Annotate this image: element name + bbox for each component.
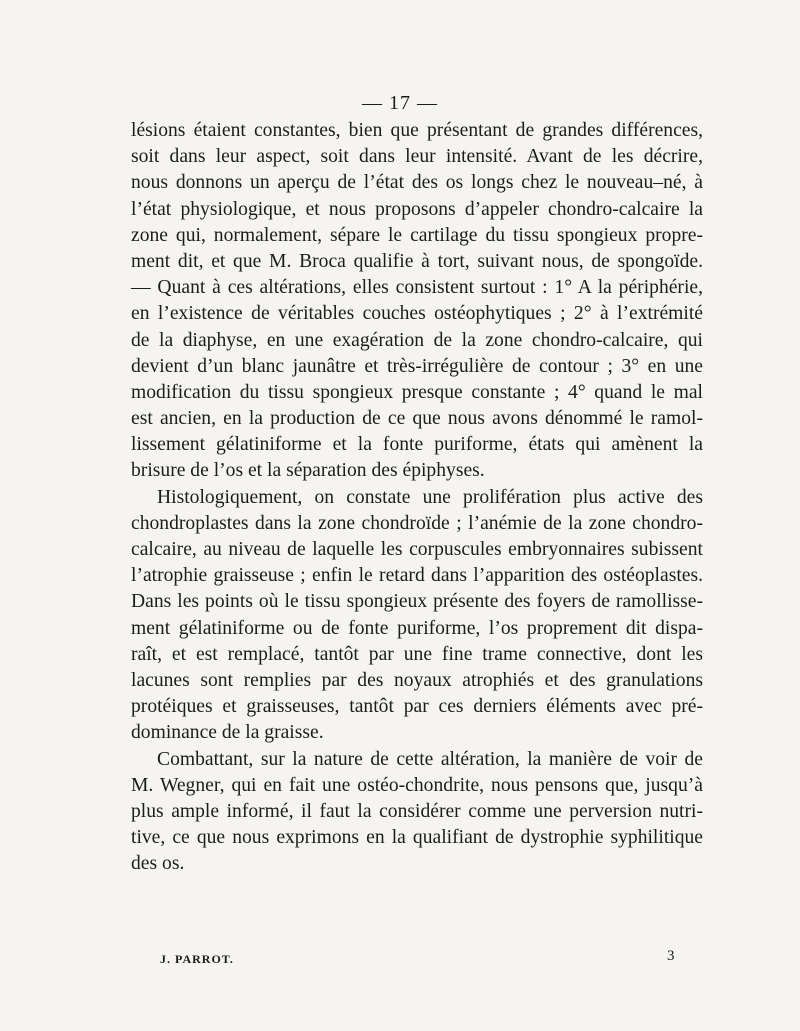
text-line: raît, et est remplacé, tantôt par une fine trame connective, dont les	[131, 643, 703, 665]
body-text	[131, 118, 703, 877]
footer-signature: 3	[667, 948, 675, 964]
text-line: en l’existence de véritables couches ostéophytiques ; 2° à l’extrémité	[131, 303, 703, 325]
text-line: ment dit, et que M. Broca qualifie à tort, suivant nous, de spongoïde.	[131, 250, 703, 272]
text-line: tive, ce que nous exprimons en la qualifiant de dystrophie syphilitique	[131, 827, 703, 849]
text-line: M. Wegner, qui en fait une ostéo-chondrite, nous pensons que, jusqu’à	[131, 774, 703, 796]
text-line: l’état physiologique, et nous proposons d’appeler chondro-calcaire la	[131, 198, 703, 220]
text-line: de la diaphyse, en une exagération de la zone chondro-calcaire, qui	[131, 329, 703, 351]
text-line: lésions étaient constantes, bien que présentant de grandes différences,	[131, 120, 703, 141]
footer-author: J. PARROT.	[160, 952, 234, 966]
text-line: protéiques et graisseuses, tantôt par ces derniers éléments avec pré-	[131, 696, 703, 718]
page-number: — 17 —	[362, 92, 438, 114]
text-line: plus ample informé, il faut la considérer comme une perversion nutri-	[131, 800, 703, 822]
text-line: Histologiquement, on constate une prolifération plus active des	[157, 486, 703, 508]
text-line: chondroplastes dans la zone chondroïde ; l’anémie de la zone chondro-	[131, 512, 703, 534]
text-line: devient d’un blanc jaunâtre et très-irrégulière de contour ; 3° en une	[131, 355, 703, 377]
text-line: lissement gélatiniforme et la fonte puriforme, états qui amènent la	[131, 434, 703, 456]
text-line: — Quant à ces altérations, elles consistent surtout : 1° A la périphérie,	[131, 277, 703, 299]
text-line: des os.	[131, 853, 185, 875]
text-line: Combattant, sur la nature de cette altération, la manière de voir de	[157, 748, 703, 770]
text-line: soit dans leur aspect, soit dans leur intensité. Avant de les décrire,	[131, 146, 703, 168]
text-line: est ancien, en la production de ce que nous avons dénommé le ramol-	[131, 408, 703, 430]
text-line: calcaire, au niveau de laquelle les corpuscules embryonnaires subissent	[131, 539, 703, 560]
text-line: zone qui, normalement, sépare le cartilage du tissu spongieux propre-	[131, 224, 703, 246]
text-line: l’atrophie graisseuse ; enfin le retard dans l’apparition des ostéoplastes.	[131, 565, 703, 587]
text-line: Dans les points où le tissu spongieux présente des foyers de ramollisse-	[131, 591, 703, 613]
text-line: dominance de la graisse.	[131, 722, 324, 744]
text-line: ment gélatiniforme ou de fonte puriforme, l’os proprement dit dispa-	[131, 617, 703, 639]
text-line: modification du tissu spongieux presque constante ; 4° quand le mal	[131, 381, 703, 403]
text-line: lacunes sont remplies par des noyaux atrophiés et des granulations	[131, 669, 703, 691]
text-line: nous donnons un aperçu de l’état des os longs chez le nouveau–né, à	[131, 172, 703, 194]
text-line: brisure de l’os et la séparation des épiphyses.	[131, 460, 485, 482]
